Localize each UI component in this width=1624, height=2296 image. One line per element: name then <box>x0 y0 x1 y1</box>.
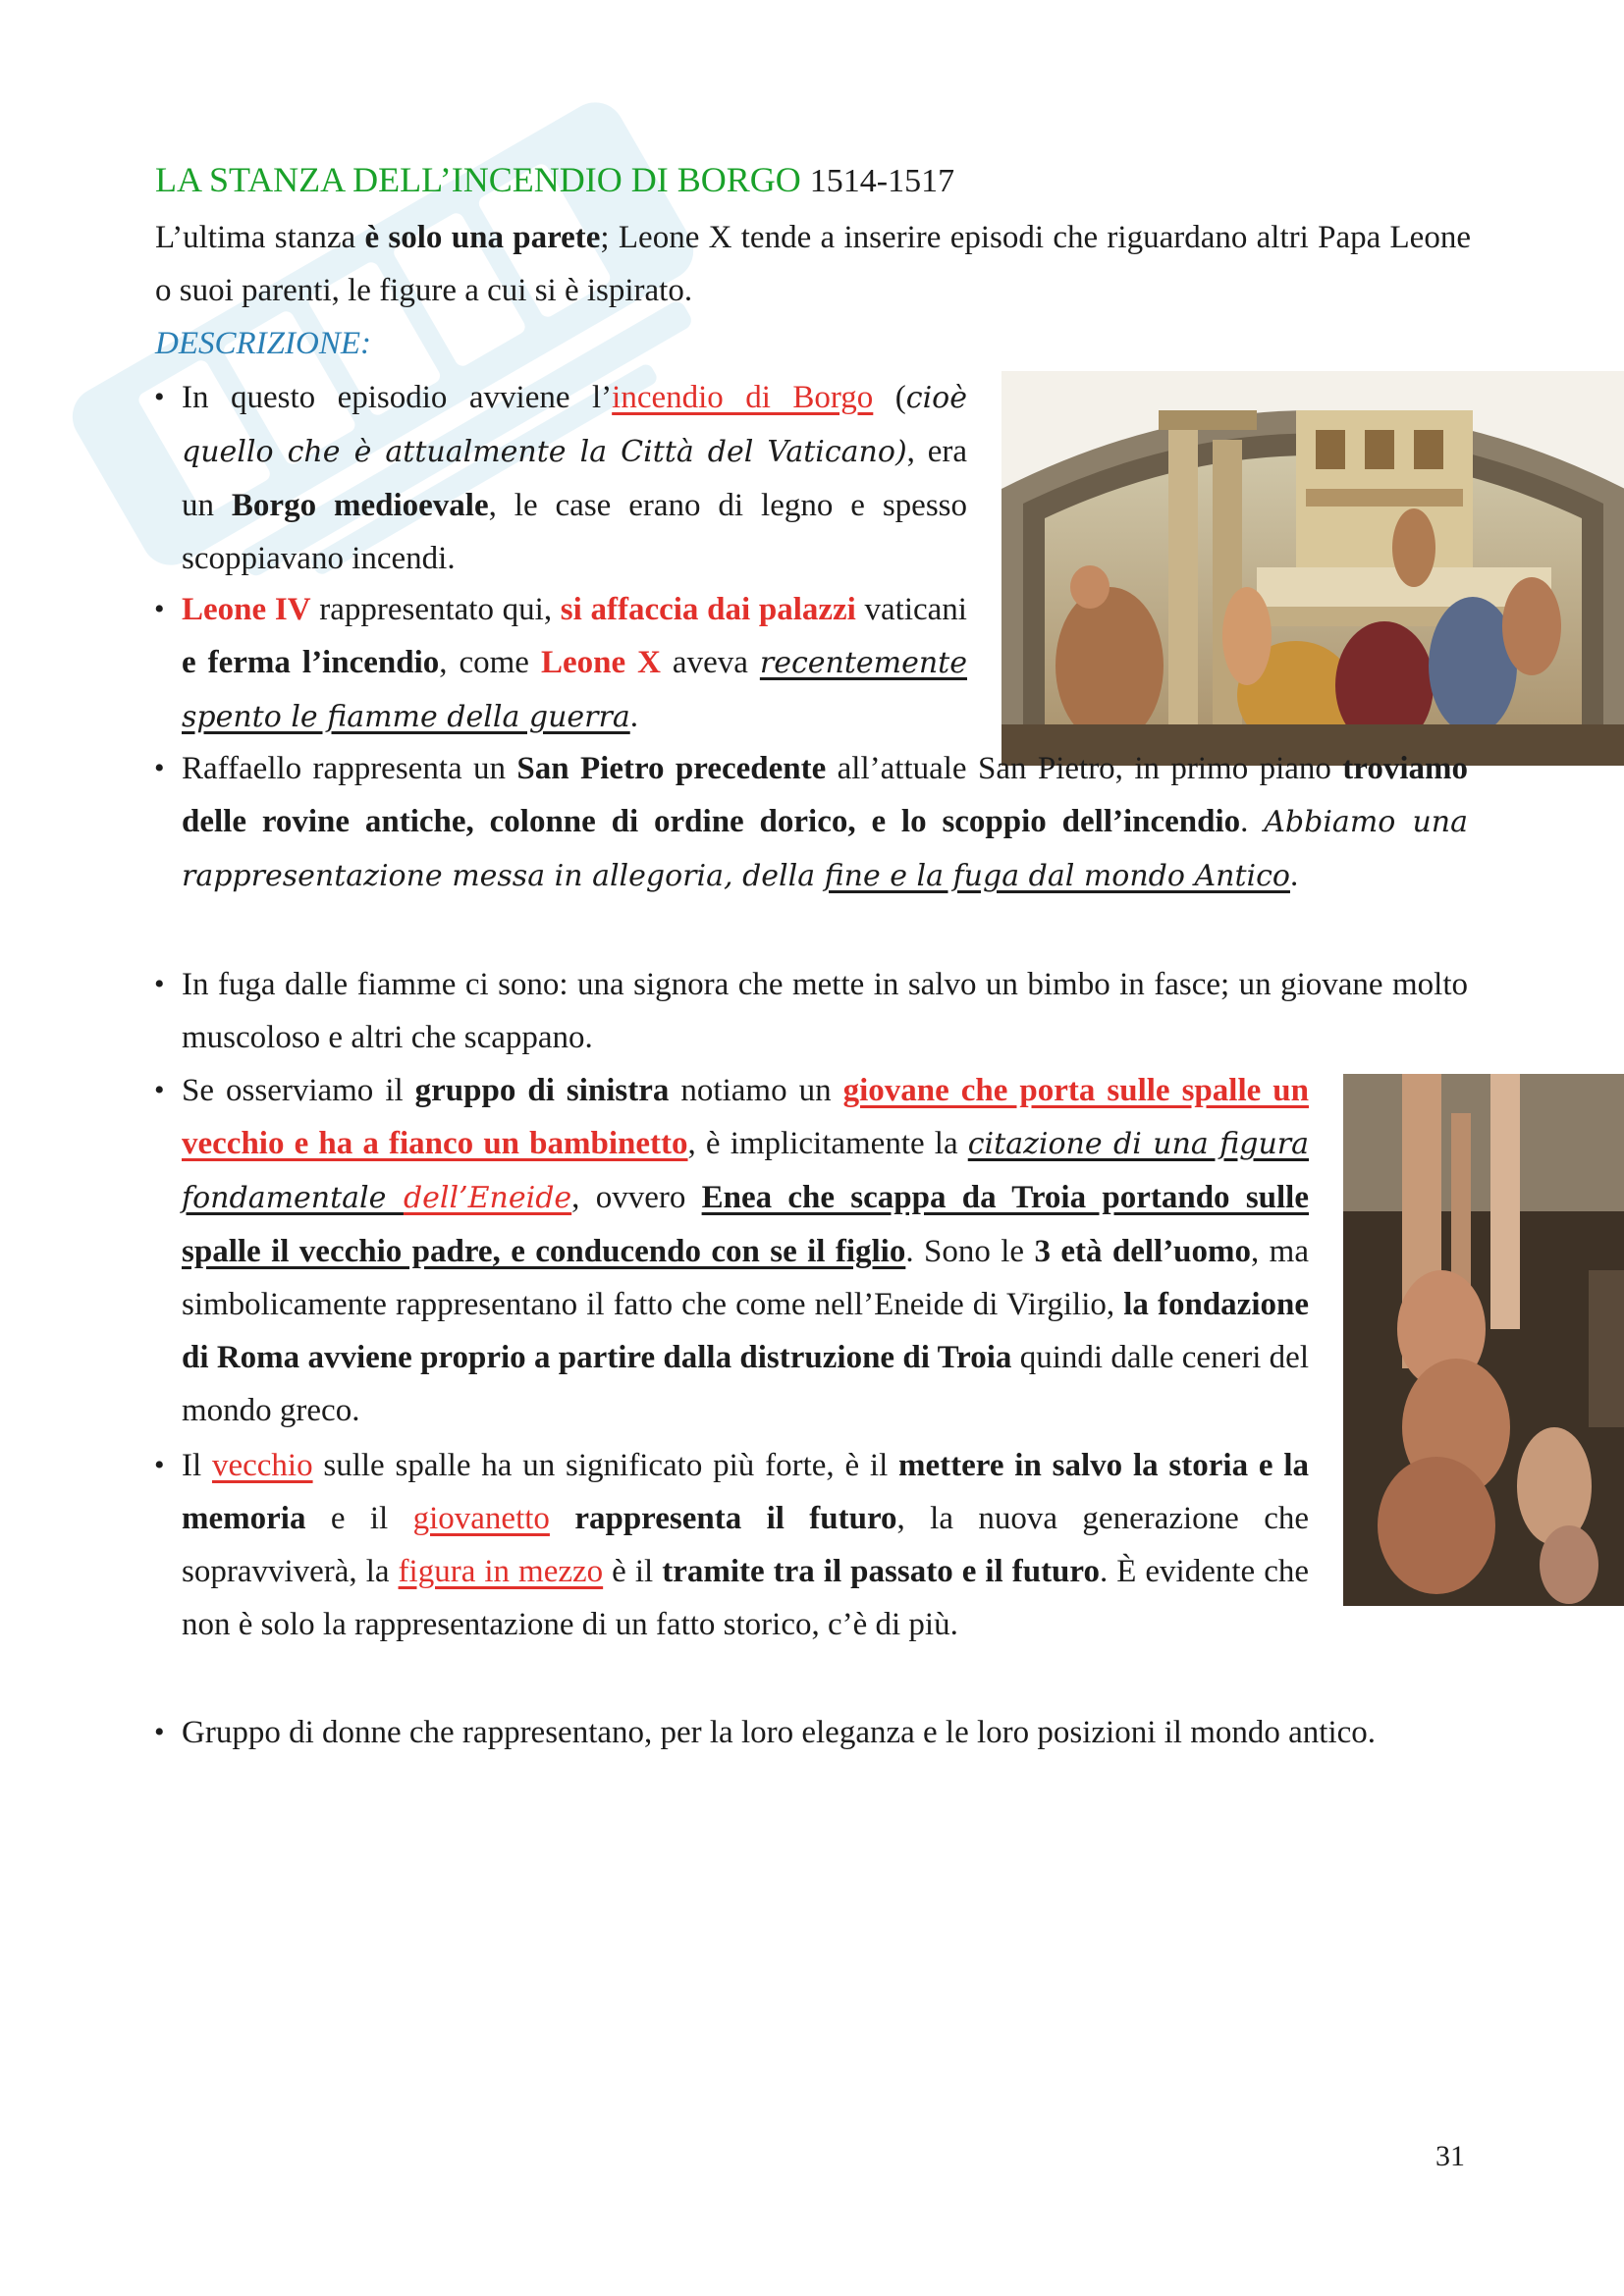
italic-underlined-text: fine e la fuga dal mondo Antico <box>824 859 1290 893</box>
bullet-7 <box>154 1706 1468 1759</box>
text: vaticani <box>855 592 967 627</box>
text: . <box>1289 858 1299 893</box>
section-label: DESCRIZIONE: <box>155 326 371 361</box>
text <box>550 1501 574 1536</box>
bullet-1 <box>154 371 968 585</box>
page-title <box>155 155 954 206</box>
text: Il <box>182 1448 212 1483</box>
text: Raffaello rappresenta un <box>182 751 517 786</box>
text: , ovvero <box>571 1180 702 1215</box>
bold-underlined-text: Enea che scappa da Troia portando sulle spalle il vecchio padre, e conducendo con se il figlio <box>182 1180 1309 1269</box>
intro-text-2: ; Leone X tende a inserire episodi che riguardano altri Papa Leone o suoi parenti, le figure a cui si è ispirato. <box>155 220 1471 308</box>
red-underlined-text: vecchio <box>211 1448 313 1483</box>
bold-text: San Pietro precedente <box>516 751 827 786</box>
text: . <box>1240 804 1265 839</box>
intro-bold: è solo una parete <box>364 220 601 255</box>
title-main: LA STANZA DELL’INCENDIO DI BORGO <box>155 160 801 199</box>
text: sulle spalle ha un significato più forte, è il <box>312 1448 899 1483</box>
bullet-glyph: • <box>154 968 165 1000</box>
bullet-3 <box>154 742 1468 903</box>
text: quindi dalle ceneri del mondo greco. <box>182 1340 1309 1428</box>
bullet-glyph: • <box>154 1449 165 1481</box>
text: rappresentato qui, <box>310 592 561 627</box>
bold-text: e ferma l’incendio <box>182 645 440 680</box>
red-bold-text: si affaccia dai palazzi <box>560 592 856 627</box>
bold-text: gruppo di sinistra <box>414 1073 670 1108</box>
bullet-5 <box>154 1064 1309 1437</box>
bullet-glyph: • <box>154 1716 165 1748</box>
bold-text: mettere in salvo la storia e la memoria <box>182 1448 1309 1536</box>
text: ( <box>873 380 906 415</box>
text: , ma simbolicamente rappresentano il fatto che come nell’Eneide di Virgilio, <box>182 1234 1309 1322</box>
red-bold-text: Leone X <box>540 645 661 680</box>
text: , era un <box>182 434 967 523</box>
red-underlined-text: incendio di Borgo <box>612 380 874 415</box>
italic-text: Abbiamo una rappresentazione messa in allegoria, della <box>182 805 1468 893</box>
text: . È evidente che non è solo la rappresentazione di un fatto storico, c’è di più. <box>182 1554 1310 1642</box>
bullet-glyph: • <box>154 752 165 784</box>
text: e il <box>305 1501 413 1536</box>
intro-paragraph <box>155 211 1471 317</box>
bold-text: 3 età dell’uomo <box>1034 1234 1252 1269</box>
bullet-glyph: • <box>154 1074 165 1106</box>
text: è il <box>603 1554 663 1589</box>
red-underlined-text: giovanetto <box>412 1501 550 1536</box>
bold-text: tramite tra il passato e il futuro <box>662 1554 1100 1589</box>
text: . Sono le <box>905 1234 1035 1269</box>
red-bold-underlined-text: giovane che porta sulle spalle un vecchio e ha a fianco un bambinetto <box>182 1073 1309 1161</box>
text: In fuga dalle fiamme ci sono: una signora che mette in salvo un bimbo in fasce; un giovane molto muscoloso e altri che scappano. <box>182 967 1468 1055</box>
red-underlined-text: figura in mezzo <box>398 1554 604 1589</box>
text: , la nuova generazione che sopravviverà, la <box>182 1501 1309 1589</box>
text: all’attuale San Pietro, in primo piano <box>826 751 1343 786</box>
bold-text: Borgo medioevale <box>231 488 489 523</box>
italic-text: cioè quello che è attualmente la Città del Vaticano) <box>182 381 967 469</box>
incendio-fresco-image <box>1001 371 1624 766</box>
text: notiamo un <box>669 1073 843 1108</box>
text: . <box>629 699 638 734</box>
page-number: 31 <box>1435 2140 1465 2172</box>
bullet-2 <box>154 583 967 744</box>
bullet-glyph: • <box>154 381 165 413</box>
text: Se osserviamo il <box>182 1073 415 1108</box>
text: , come <box>439 645 541 680</box>
bullet-glyph: • <box>154 593 165 625</box>
bold-text: la fondazione di Roma avviene proprio a partire dalla distruzione di Troia <box>182 1287 1309 1375</box>
bullet-4 <box>154 958 1468 1064</box>
enea-detail-image <box>1343 1074 1624 1606</box>
text: aveva <box>660 645 760 680</box>
text: Gruppo di donne che rappresentano, per la loro eleganza e le loro posizioni il mondo antico. <box>182 1715 1377 1750</box>
intro-text: L’ultima stanza <box>155 220 365 255</box>
red-bold-text: Leone IV <box>182 592 311 627</box>
italic-underlined-text: recentemente spento le fiamme della guerra <box>182 646 967 734</box>
italic-underlined-text: citazione di una figura fondamentale <box>182 1127 1309 1215</box>
text: , è implicitamente la <box>687 1126 968 1161</box>
text: , le case erano di legno e spesso scoppiavano incendi. <box>182 488 968 576</box>
text: In questo episodio avviene l’ <box>182 380 613 415</box>
bullet-6 <box>154 1439 1310 1651</box>
bold-text: troviamo delle rovine antiche, colonne di ordine dorico, e lo scoppio dell’incendio <box>182 751 1468 839</box>
title-years: 1514-1517 <box>809 163 955 199</box>
bold-text: rappresenta il futuro <box>574 1501 897 1536</box>
red-italic-underlined-text: dell’Eneide <box>403 1181 572 1215</box>
